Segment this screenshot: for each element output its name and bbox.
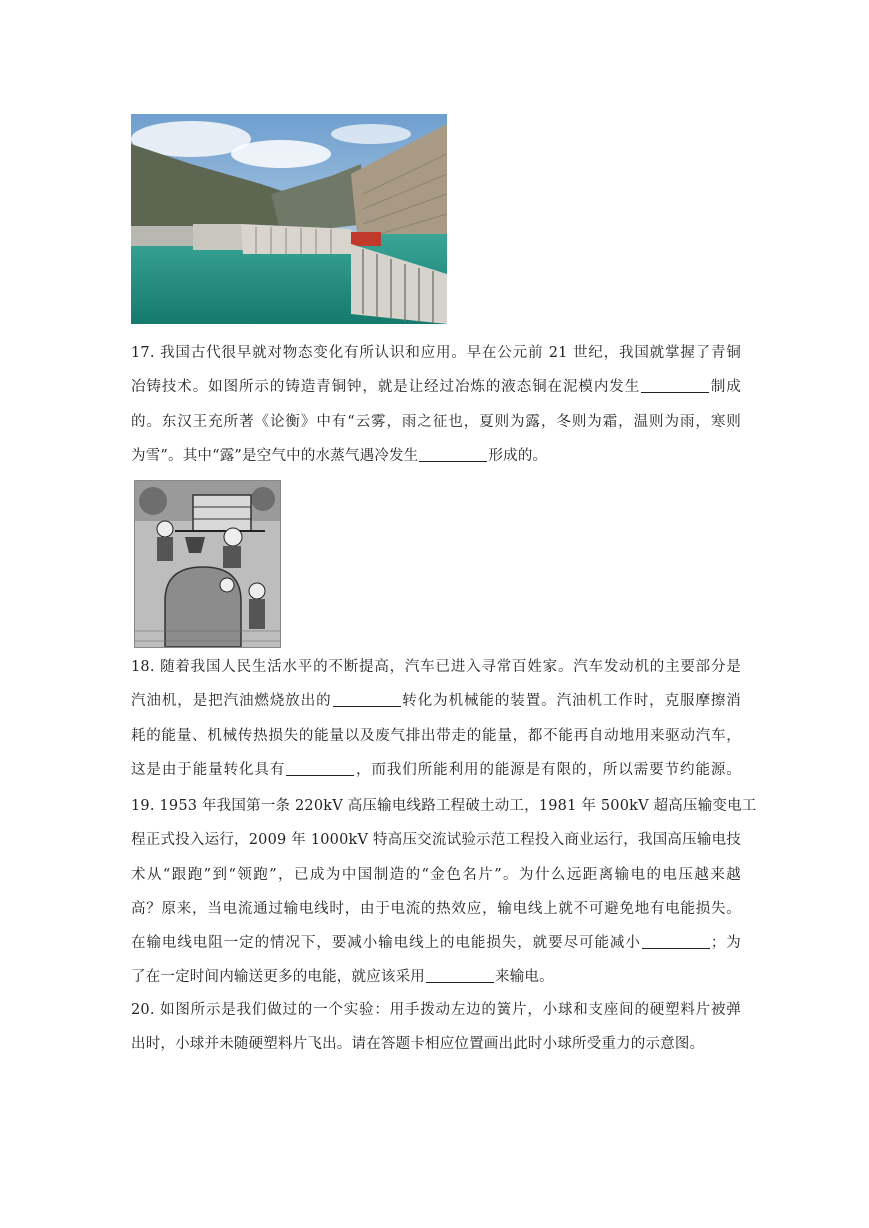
q20-line-2: 出时，小球并未随硬塑料片飞出。请在答题卡相应位置画出此时小球所受重力的示意图。	[131, 1036, 705, 1053]
q18-line-2: 汽油机，是把汽油燃烧放出的 转化为机械能的装置。汽油机工作时，克服摩擦消	[131, 693, 741, 710]
q20-line-1: 20. 如图所示是我们做过的一个实验：用手拨动左边的簧片，小球和支座间的硬塑料片被弹	[131, 1002, 741, 1018]
q19-line-1: 19. 1953 年我国第一条 220kV 高压输电线路工程破土动工，1981 年 500kV 超高压输变电工	[131, 798, 757, 814]
answer-blank[interactable]	[333, 692, 401, 708]
question-19	[131, 789, 757, 995]
answer-blank[interactable]	[641, 378, 709, 394]
question-17	[131, 336, 741, 473]
answer-blank[interactable]	[286, 760, 354, 776]
dam-photo	[131, 114, 447, 324]
q19-line-2: 程正式投入运行，2009 年 1000kV 特高压交流试验示范工程投入商业运行，我国高压输电技	[131, 832, 741, 849]
answer-blank[interactable]	[419, 446, 487, 462]
q18-line-1: 18. 随着我国人民生活水平的不断提高，汽车已进入寻常百姓家。汽车发动机的主要部分是	[131, 659, 741, 675]
q19-line-6: 了在一定时间内输送更多的电能，就应该采用 来输电。	[131, 969, 554, 986]
answer-blank[interactable]	[426, 968, 494, 984]
bronze-bell-casting-illustration	[134, 480, 281, 648]
question-18	[131, 650, 741, 787]
q17-line-3: 的。东汉王充所著《论衡》中有“云雾，雨之征也，夏则为露，冬则为霜，温则为雨，寒则	[131, 413, 741, 430]
q19-line-5: 在输电线电阻一定的情况下，要减小输电线上的电能损失，就要尽可能减小 ；为	[131, 935, 741, 952]
q18-line-3: 耗的能量、机械传热损失的能量以及废气排出带走的能量，都不能再自动地用来驱动汽车，	[131, 727, 741, 744]
q17-line-1: 17. 我国古代很早就对物态变化有所认识和应用。早在公元前 21 世纪，我国就掌握了青铜	[131, 345, 741, 361]
q17-line-2: 冶铸技术。如图所示的铸造青铜钟，就是让经过冶炼的液态铜在泥模内发生 制成	[131, 379, 741, 396]
q18-line-4: 这是由于能量转化具有 ，而我们所能利用的能源是有限的，所以需要节约能源。	[131, 761, 742, 778]
question-20	[131, 993, 741, 1062]
q19-line-3: 术从“跟跑”到“领跑”，已成为中国制造的“金色名片”。为什么远距离输电的电压越来越	[131, 866, 741, 883]
answer-blank[interactable]	[642, 934, 710, 950]
q19-line-4: 高？原来，当电流通过输电线时，由于电流的热效应，输电线上就不可避免地有电能损失。	[131, 900, 741, 917]
q17-line-4: 为雪”。其中“露”是空气中的水蒸气遇冷发生 形成的。	[131, 447, 548, 464]
